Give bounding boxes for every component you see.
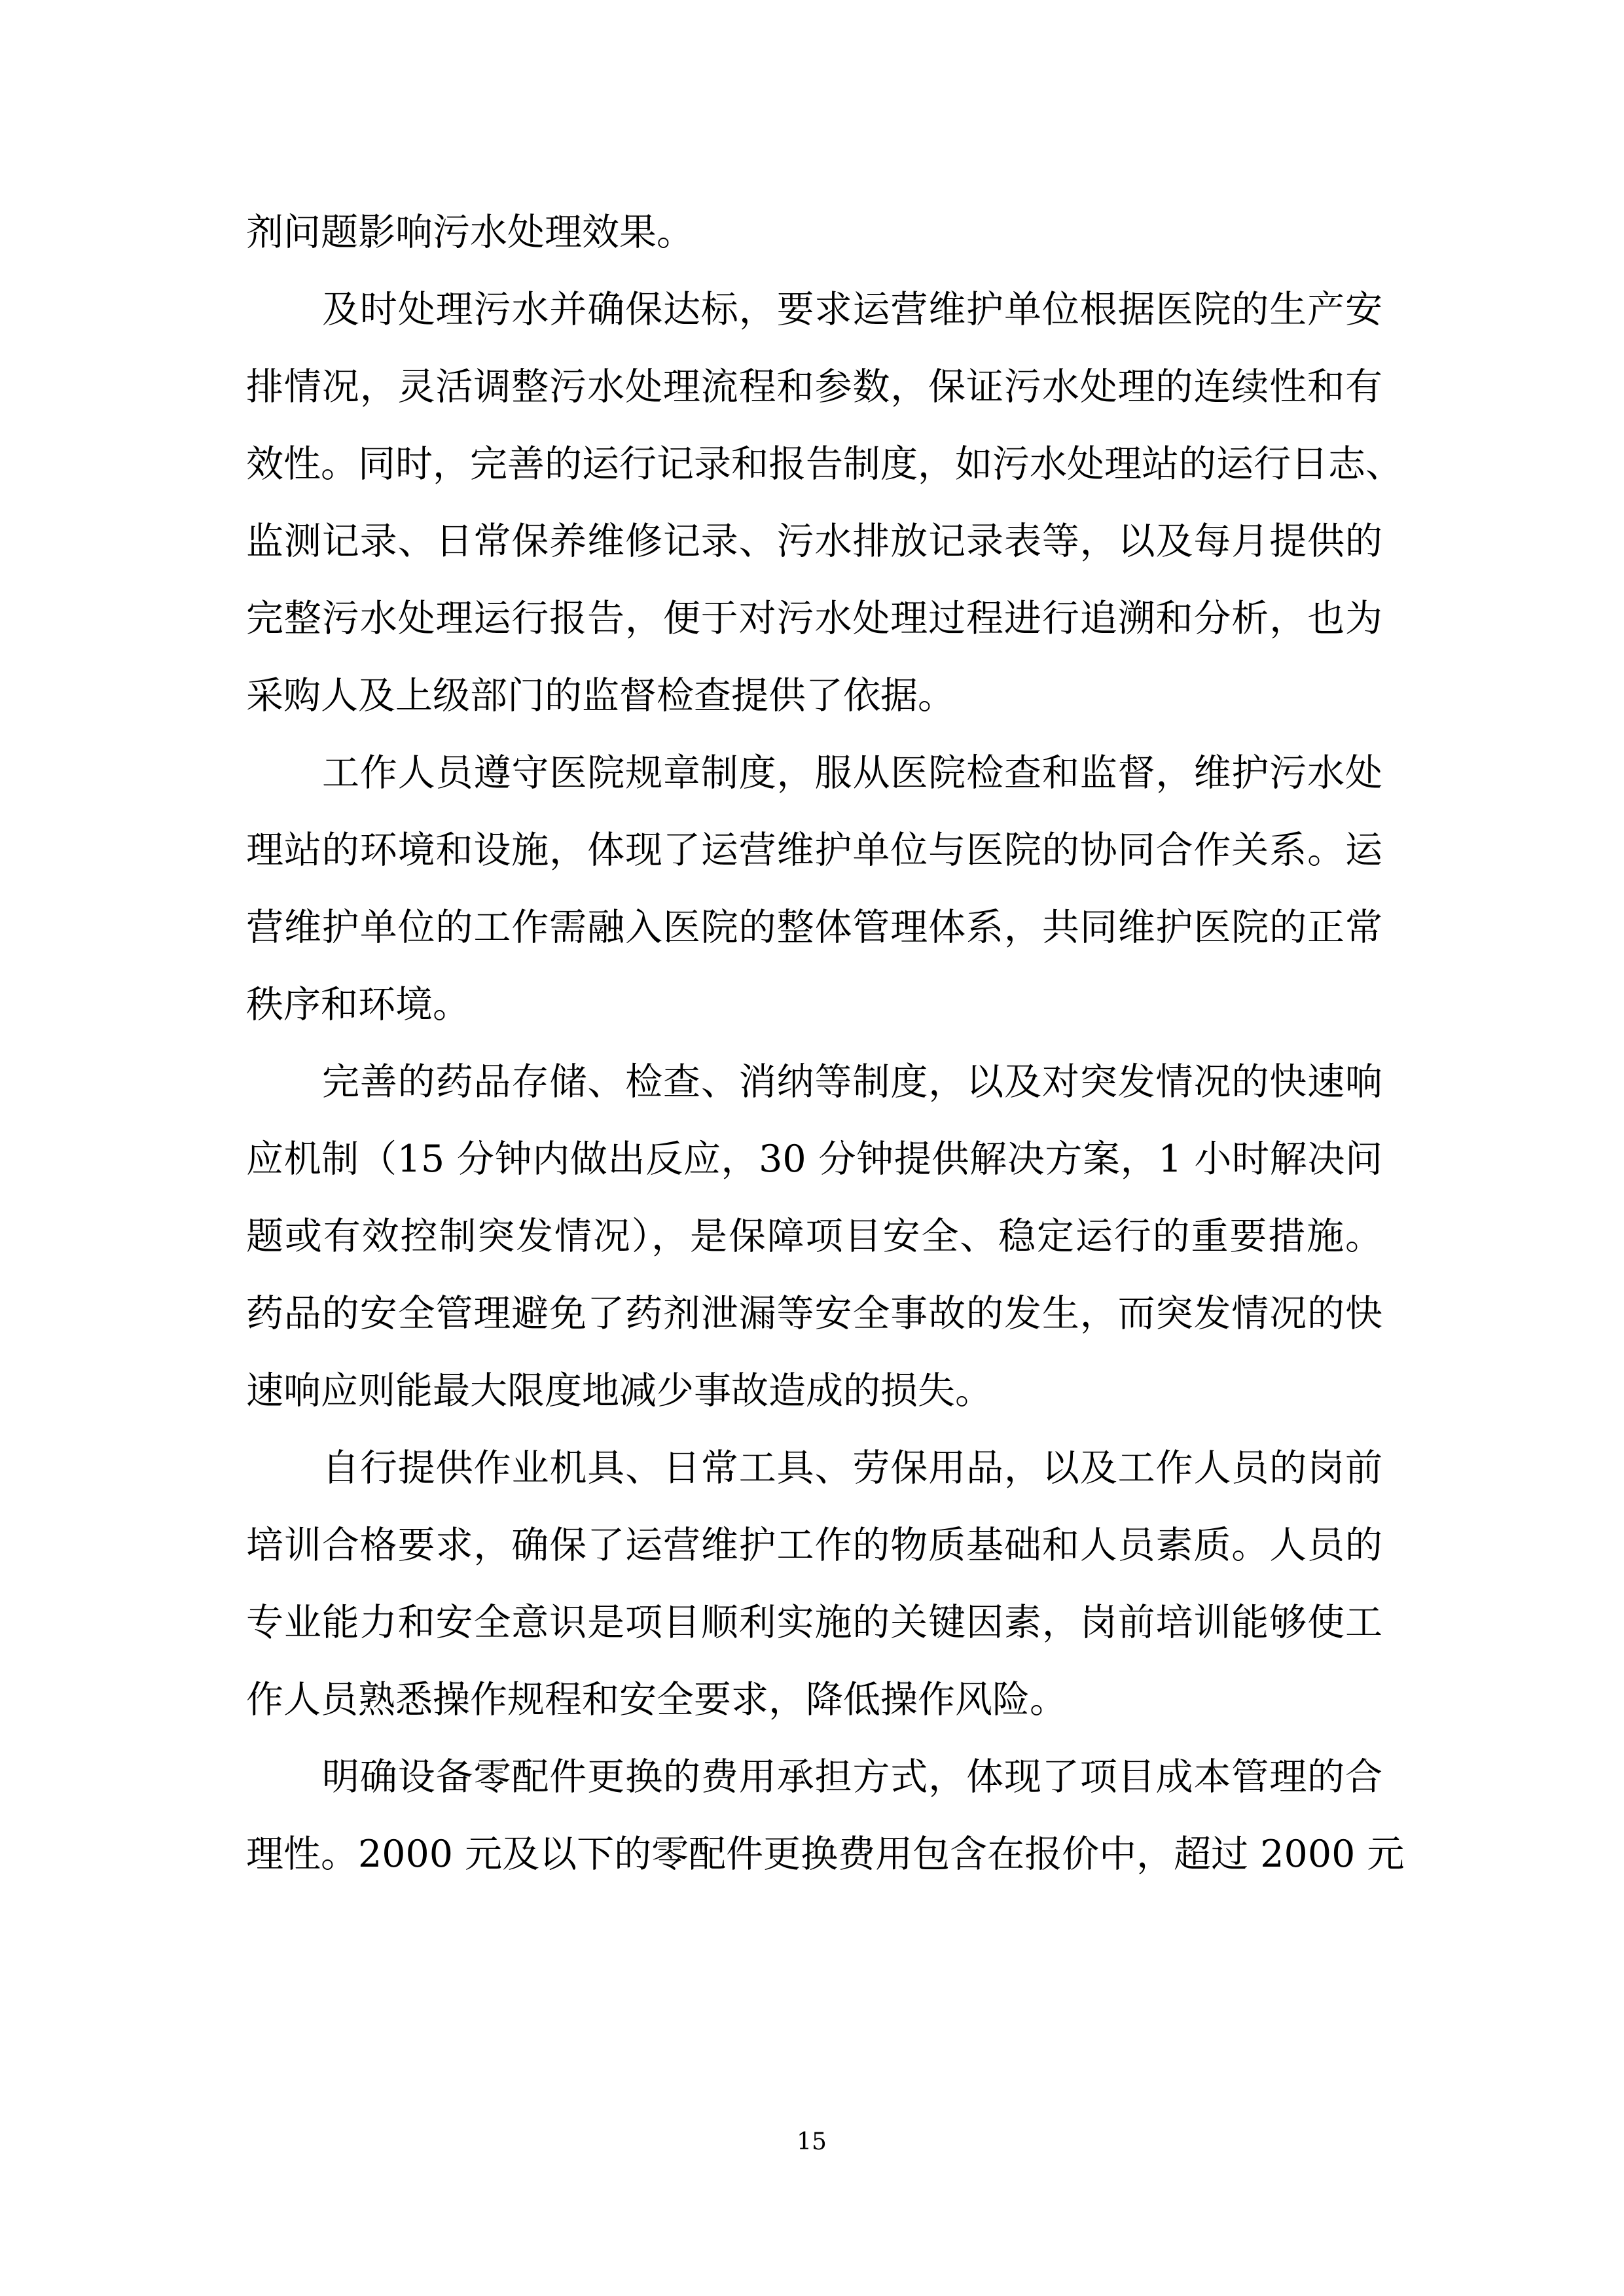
text-line: 工作人员遵守医院规章制度，服从医院检查和监督，维护污水处 (322, 751, 1382, 795)
text-line: 专业能力和安全意识是项目顺利实施的关键因素，岗前培训能够使工 (246, 1601, 1382, 1644)
text-line: 理站的环境和设施，体现了运营维护单位与医院的协同合作关系。运 (246, 829, 1382, 872)
page-number: 15 (797, 2128, 827, 2155)
text-line: 自行提供作业机具、日常工具、劳保用品，以及工作人员的岗前 (322, 1446, 1382, 1490)
text-line: 及时处理污水并确保达标，要求运营维护单位根据医院的生产安 (322, 288, 1382, 331)
text-line: 应机制（15 分钟内做出反应，30 分钟提供解决方案，1 小时解决问 (246, 1138, 1382, 1181)
text-line: 效性。同时，完善的运行记录和报告制度，如污水处理站的运行日志、 (246, 442, 1403, 486)
text-line: 排情况，灵活调整污水处理流程和参数，保证污水处理的连续性和有 (246, 365, 1382, 408)
text-line: 秩序和环境。 (246, 983, 470, 1026)
text-line: 监测记录、日常保养维修记录、污水排放记录表等，以及每月提供的 (246, 520, 1382, 563)
text-line: 完整污水处理运行报告，便于对污水处理过程进行追溯和分析，也为 (246, 597, 1382, 640)
text-line: 完善的药品存储、检查、消纳等制度，以及对突发情况的快速响 (322, 1060, 1382, 1103)
text-line: 明确设备零配件更换的费用承担方式，体现了项目成本管理的合 (322, 1755, 1382, 1799)
text-line: 剂问题影响污水处理效果。 (246, 211, 694, 254)
text-line: 理性。2000 元及以下的零配件更换费用包含在报价中，超过 2000 元 (246, 1833, 1405, 1876)
text-line: 营维护单位的工作需融入医院的整体管理体系，共同维护医院的正常 (246, 906, 1382, 949)
text-line: 速响应则能最大限度地减少事故造成的损失。 (246, 1369, 992, 1412)
text-line: 采购人及上级部门的监督检查提供了依据。 (246, 674, 955, 717)
text-line: 培训合格要求，确保了运营维护工作的物质基础和人员素质。人员的 (246, 1524, 1382, 1567)
text-line: 药品的安全管理避免了药剂泄漏等安全事故的发生，而突发情况的快 (246, 1292, 1382, 1335)
text-line: 作人员熟悉操作规程和安全要求，降低操作风险。 (246, 1678, 1067, 1721)
text-line: 题或有效控制突发情况），是保障项目安全、稳定运行的重要措施。 (246, 1215, 1382, 1258)
